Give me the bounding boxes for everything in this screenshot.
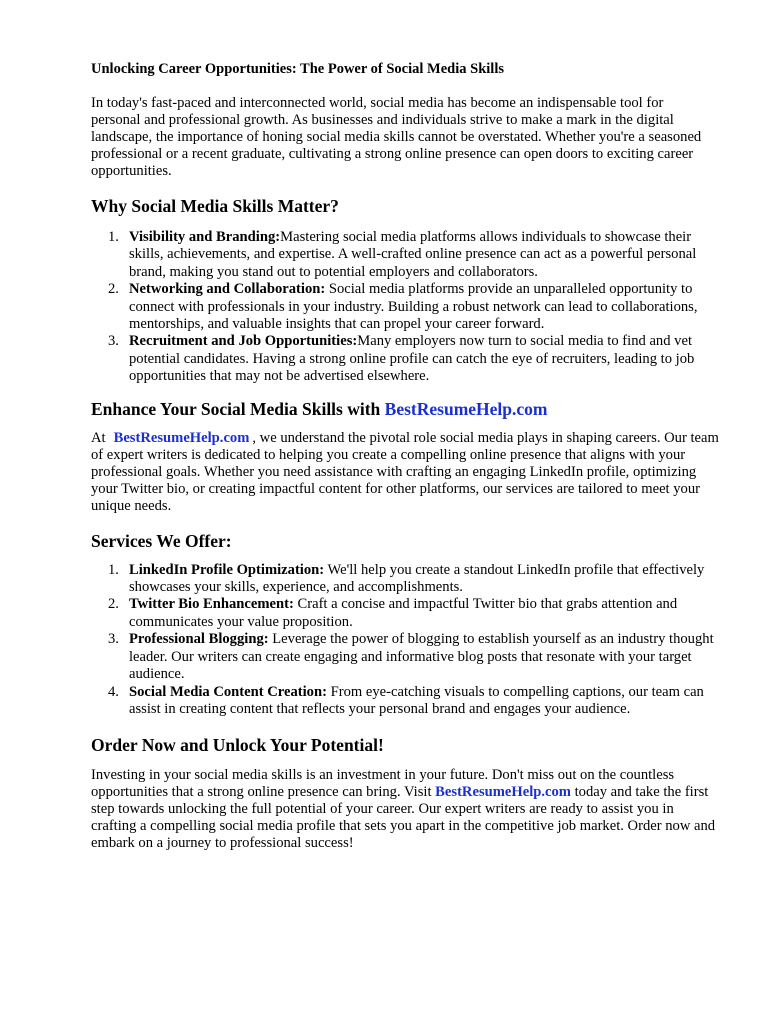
services-heading: Services We Offer: [91,530,232,551]
list-item-text: Mastering social media platforms allows individuals to showcase their skills, achievements, and expertise. A well-crafted online presence can act as a powerful personal brand, making you stand out to potential employers and collaborators. [129,229,697,280]
list-item [91,229,719,281]
list-item-text: We'll help you create a standout LinkedIn profile that effectively showcases your skills, experience, and accomplishments. [129,561,705,596]
list-item-term: Visibility and Branding: [129,229,281,245]
brand-link[interactable]: BestResumeHelp.com [113,429,250,446]
list-item-text: From eye-catching visuals to compelling captions, our team can assist in creating content that reflects your personal brand and engages your audience. [129,683,704,717]
document-title: Unlocking Career Opportunities: The Power of Social Media Skills [91,61,504,77]
why-list [91,229,720,386]
list-item-text: Social media platforms provide an unparalleled opportunity to connect with professionals in your industry. Building a robust network can lead to collaborations, mentorships, and valuable insights that can propel your career forward. [129,281,698,333]
list-item-text: Leverage the power of blogging to establish yourself as an industry thought leader. Our writers can create engaging and informative blog posts that resonate with your target audience. [129,631,714,683]
list-item [91,631,719,683]
list-number: 2. [108,281,119,298]
list-number: 1. [108,561,119,578]
list-number: 2. [108,596,119,613]
order-para-before: Investing in your social media skills is an investment in your future. Don't miss out on the countless opportunities that a strong online presence can bring. Visit [91,767,675,801]
list-item-term: Recruitment and Job Opportunities: [129,333,358,350]
list-item-text: Many employers now turn to social media to find and vet potential candidates. Having a strong online profile can catch the eye of recruiters, leading to job opportunities that may not be advertised elsewhere. [129,333,695,385]
intro-paragraph: In today's fast-paced and interconnected world, social media has become an indispensable tool for personal and professional growth. As businesses and individuals strive to make a mark in the digital landscape, the importance of honing social media skills cannot be overstated. Whether you're a seasoned professional or a recent graduate, cultivating a strong online presence can open doors to exciting career opportunities. [91,95,702,179]
list-item-term: Professional Blogging: [129,631,269,648]
list-item-term: Twitter Bio Enhancement: [129,596,294,613]
list-number: 1. [108,229,119,245]
enhance-heading-text: Enhance Your Social Media Skills with [91,398,385,419]
enhance-para-text: , we understand the pivotal role social media plays in shaping careers. Our team of expert writers is dedicated to helping you create a compelling online presence that aligns with your professional goals. Whether you need assistance with crafting an engaging LinkedIn profile, optimizing your Twitter bio, or creating impactful content for other platforms, our services are tailored to meet your unique needs. [91,429,719,514]
list-number: 3. [108,333,119,350]
list-item-term: Social Media Content Creation: [129,683,327,700]
list-number: 4. [108,683,119,700]
list-item-term: Networking and Collaboration: [129,281,326,298]
list-number: 3. [108,631,119,648]
list-item [91,684,719,719]
list-item-term: LinkedIn Profile Optimization: [129,561,325,578]
order-paragraph [91,767,716,852]
order-heading: Order Now and Unlock Your Potential! [91,735,384,756]
enhance-para-prefix: At [91,429,106,446]
list-item [91,333,719,385]
list-item [91,281,719,333]
brand-link[interactable]: BestResumeHelp.com [384,398,548,419]
list-item [91,596,719,631]
enhance-paragraph [91,430,721,515]
enhance-heading [91,398,720,420]
services-list [91,562,720,719]
list-item-text: Craft a concise and impactful Twitter bio that grabs attention and communicates your value proposition. [129,596,678,630]
brand-link[interactable]: BestResumeHelp.com [435,784,571,801]
order-para-after: today and take the first step towards unlocking the full potential of your career. Our expert writers are ready to assist you in crafting a compelling social media profile that sets you apart in the competitive job market. Order now and embark on a journey to professional success! [91,784,716,852]
list-item [91,562,719,597]
why-heading: Why Social Media Skills Matter? [91,196,339,216]
